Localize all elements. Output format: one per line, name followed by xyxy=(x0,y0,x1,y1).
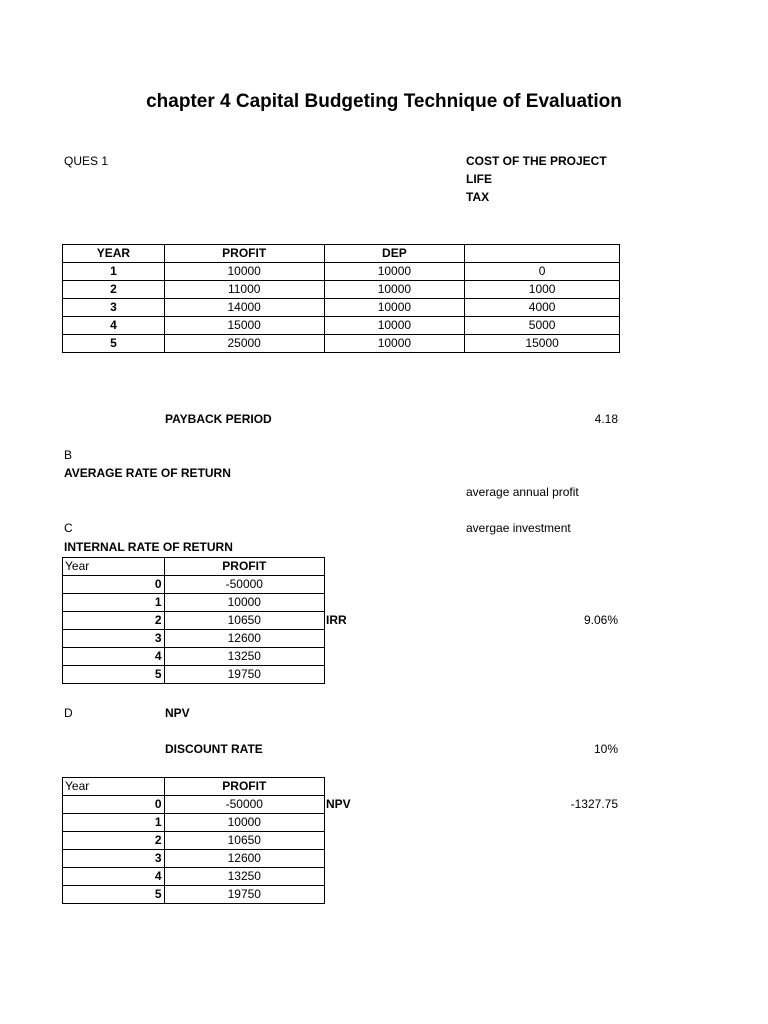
section-d-letter: D xyxy=(64,706,73,720)
profit-cell: 10650 xyxy=(164,832,324,850)
dep-cell: 10000 xyxy=(324,281,465,299)
year-cell: 1 xyxy=(63,814,165,832)
npv-table xyxy=(62,777,325,904)
year-cell: 0 xyxy=(63,576,165,594)
section-b-heading: AVERAGE RATE OF RETURN xyxy=(64,466,231,480)
table-header-row xyxy=(63,245,620,263)
year-cell: 2 xyxy=(63,612,165,630)
year-cell: 4 xyxy=(63,317,165,335)
year-cell: 5 xyxy=(63,335,165,353)
npv-value: -1327.75 xyxy=(570,797,618,811)
npv-label: NPV xyxy=(326,797,351,811)
table-row xyxy=(63,850,325,868)
value-cell: 0 xyxy=(465,263,620,281)
table-row xyxy=(63,796,325,814)
payback-value: 4.18 xyxy=(594,412,618,426)
year-cell: 2 xyxy=(63,832,165,850)
year-cell: 3 xyxy=(63,630,165,648)
profit-cell: 10000 xyxy=(164,594,324,612)
table-row xyxy=(63,648,325,666)
year-cell: 5 xyxy=(63,666,165,684)
section-d-heading: NPV xyxy=(165,706,190,720)
value-cell: 15000 xyxy=(465,335,620,353)
table-row xyxy=(63,281,620,299)
discount-rate-label: DISCOUNT RATE xyxy=(165,742,263,756)
profit-cell: 19750 xyxy=(164,666,324,684)
average-annual-profit-label: average annual profit xyxy=(466,485,579,499)
dep-cell: 10000 xyxy=(324,335,465,353)
project-life-label: LIFE xyxy=(466,172,492,186)
profit-cell: 13250 xyxy=(164,648,324,666)
section-b-letter: B xyxy=(64,448,73,462)
table-header-row xyxy=(63,558,325,576)
profit-cell: 10650 xyxy=(164,612,324,630)
section-c-heading: INTERNAL RATE OF RETURN xyxy=(64,540,233,554)
year-cell: 4 xyxy=(63,868,165,886)
column-header xyxy=(465,245,620,263)
column-header: Year xyxy=(63,778,165,796)
profit-cell: 19750 xyxy=(164,886,324,904)
column-header: PROFIT xyxy=(164,558,324,576)
value-cell: 5000 xyxy=(465,317,620,335)
profit-cell: 14000 xyxy=(164,299,324,317)
table-row xyxy=(63,594,325,612)
value-cell: 1000 xyxy=(465,281,620,299)
table-row xyxy=(63,335,620,353)
profit-cell: 25000 xyxy=(164,335,324,353)
profit-cell: 13250 xyxy=(164,868,324,886)
table-row xyxy=(63,263,620,281)
question-label: QUES 1 xyxy=(64,154,109,168)
project-cost-label: COST OF THE PROJECT xyxy=(466,154,607,168)
table-row xyxy=(63,612,325,630)
year-cell: 0 xyxy=(63,796,165,814)
dep-cell: 10000 xyxy=(324,299,465,317)
profit-cell: 15000 xyxy=(164,317,324,335)
table-row xyxy=(63,832,325,850)
irr-table xyxy=(62,557,325,684)
column-header: YEAR xyxy=(63,245,165,263)
profit-cell: 12600 xyxy=(164,630,324,648)
year-cell: 2 xyxy=(63,281,165,299)
table-row xyxy=(63,666,325,684)
dep-cell: 10000 xyxy=(324,317,465,335)
table-row xyxy=(63,630,325,648)
column-header: PROFIT xyxy=(164,245,324,263)
table-row xyxy=(63,886,325,904)
table-row xyxy=(63,317,620,335)
section-c-letter: C xyxy=(64,521,73,535)
table-header-row xyxy=(63,778,325,796)
table-row xyxy=(63,576,325,594)
project-tax-label: TAX xyxy=(466,190,490,204)
payback-label: PAYBACK PERIOD xyxy=(165,412,272,426)
average-investment-label: avergae investment xyxy=(466,521,571,535)
irr-label: IRR xyxy=(326,613,347,627)
irr-value: 9.06% xyxy=(583,613,618,627)
page-title: chapter 4 Capital Budgeting Technique of Evaluation xyxy=(146,91,622,112)
profit-cell: 10000 xyxy=(164,263,324,281)
year-cell: 1 xyxy=(63,263,165,281)
table-row xyxy=(63,814,325,832)
profit-cell: 11000 xyxy=(164,281,324,299)
column-header: PROFIT xyxy=(164,778,324,796)
column-header: Year xyxy=(63,558,165,576)
year-cell: 5 xyxy=(63,886,165,904)
dep-cell: 10000 xyxy=(324,263,465,281)
column-header: DEP xyxy=(324,245,465,263)
profit-cell: 12600 xyxy=(164,850,324,868)
table-row xyxy=(63,868,325,886)
value-cell: 4000 xyxy=(465,299,620,317)
year-cell: 3 xyxy=(63,850,165,868)
table-row xyxy=(63,299,620,317)
year-cell: 4 xyxy=(63,648,165,666)
year-cell: 1 xyxy=(63,594,165,612)
discount-rate-value: 10% xyxy=(593,742,618,756)
profit-cell: 10000 xyxy=(164,814,324,832)
year-cell: 3 xyxy=(63,299,165,317)
profit-cell: -50000 xyxy=(164,796,324,814)
profit-depreciation-table xyxy=(62,244,620,353)
profit-cell: -50000 xyxy=(164,576,324,594)
